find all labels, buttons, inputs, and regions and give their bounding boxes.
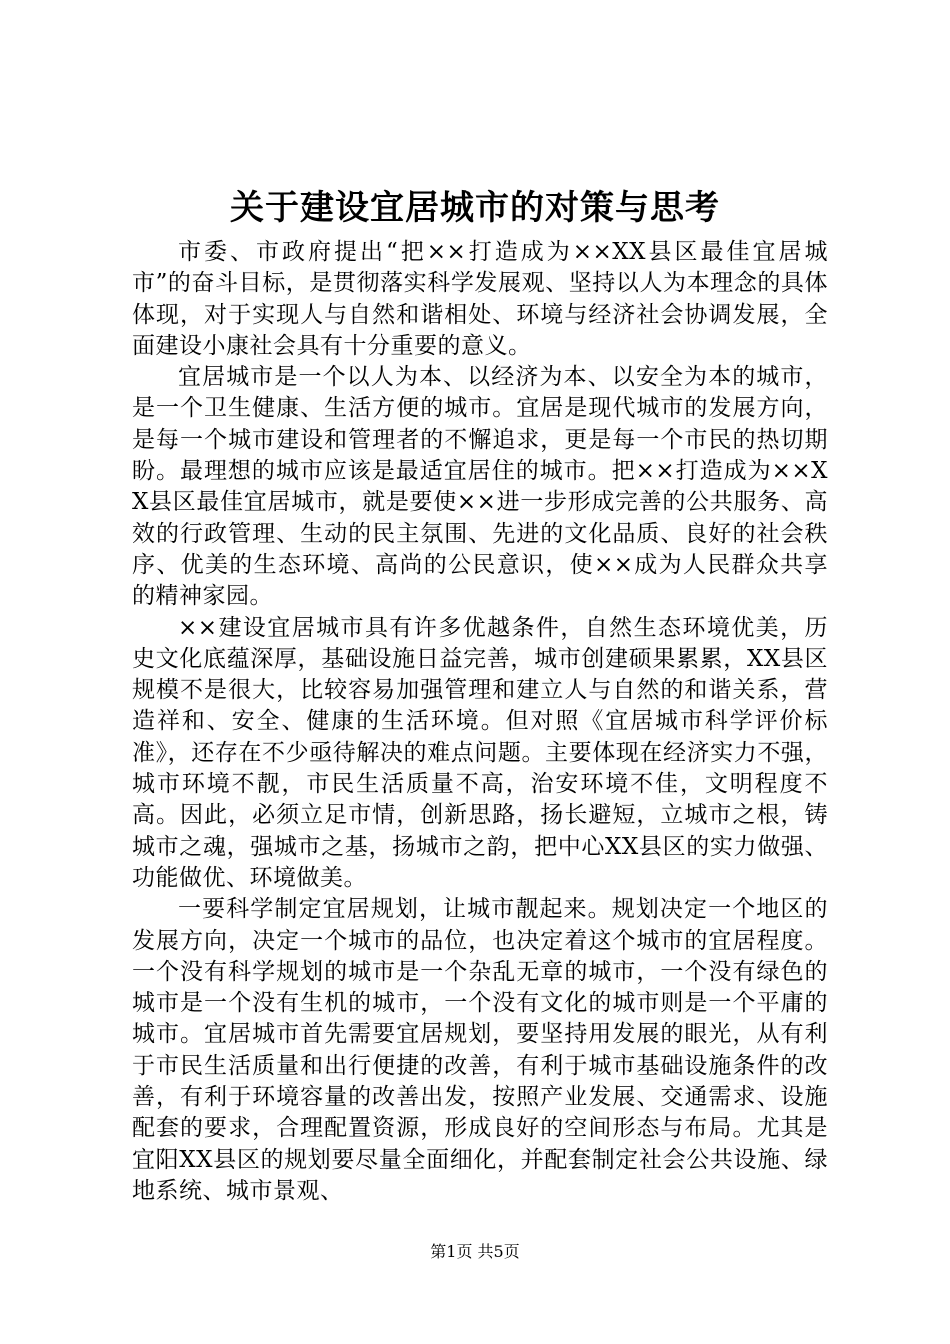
document-title: 关于建设宜居城市的对策与思考 xyxy=(230,188,720,228)
paragraph-4: 一要科学制定宜居规划，让城市靓起来。规划决定一个地区的发展方向，决定一个城市的品位，也决定着这个城市的宜居程度。一个没有科学规划的城市是一个杂乱无章的城市，一个没有绿色的城市是一个没有生机的城市，一个没有文化的城市则是一个平庸的城市。宜居城市首先需要宜居规划，要坚持用发展的眼光，从有利于市民生活质量和出行便捷的改善，有利于城市基础设施条件的改善，有利于环境容量的改善出发，按照产业发展、交通需求、设施配套的要求，合理配置资源，形成良好的空间形态与布局。尤其是宜阳XX县区的规划要尽量全面细化，并配套制定社会公共设施、绿地系统、城市景观、 xyxy=(132,896,828,1204)
paragraph-2: 宜居城市是一个以人为本、以经济为本、以安全为本的城市，是一个卫生健康、生活方便的城市。宜居是现代城市的发展方向，是每一个城市建设和管理者的不懈追求，更是每一个市民的热切期盼。最理想的城市应该是最适宜居住的城市。把××打造成为××XX县区最佳宜居城市，就是要使××进一步形成完善的公共服务、高效的行政管理、生动的民主氛围、先进的文化品质、良好的社会秩序、优美的生态环境、高尚的公民意识，使××成为人民群众共享的精神家园。 xyxy=(132,364,828,610)
page-number-footer: 第1页 共5页 xyxy=(430,1242,520,1261)
document-body xyxy=(132,237,828,1207)
paragraph-1: 市委、市政府提出“把××打造成为××XX县区最佳宜居城市”的奋斗目标，是贯彻落实科学发展观、坚持以人为本理念的具体体现，对于实现人与自然和谐相处、环境与经济社会协调发展，全面建设小康社会具有十分重要的意义。 xyxy=(132,239,828,359)
paragraph-3: ××建设宜居城市具有许多优越条件，自然生态环境优美，历史文化底蕴深厚，基础设施日益完善，城市创建硕果累累，XX县区规模不是很大，比较容易加强管理和建立人与自然的和谐关系，营造祥和、安全、健康的生活环境。但对照《宜居城市科学评价标准》，还存在不少亟待解决的难点问题。主要体现在经济实力不强，城市环境不靓，市民生活质量不高，治安环境不佳，文明程度不高。因此，必须立足市情，创新思路，扬长避短，立城市之根，铸城市之魂，强城市之基，扬城市之韵，把中心XX县区的实力做强、功能做优、环境做美。 xyxy=(132,614,828,891)
